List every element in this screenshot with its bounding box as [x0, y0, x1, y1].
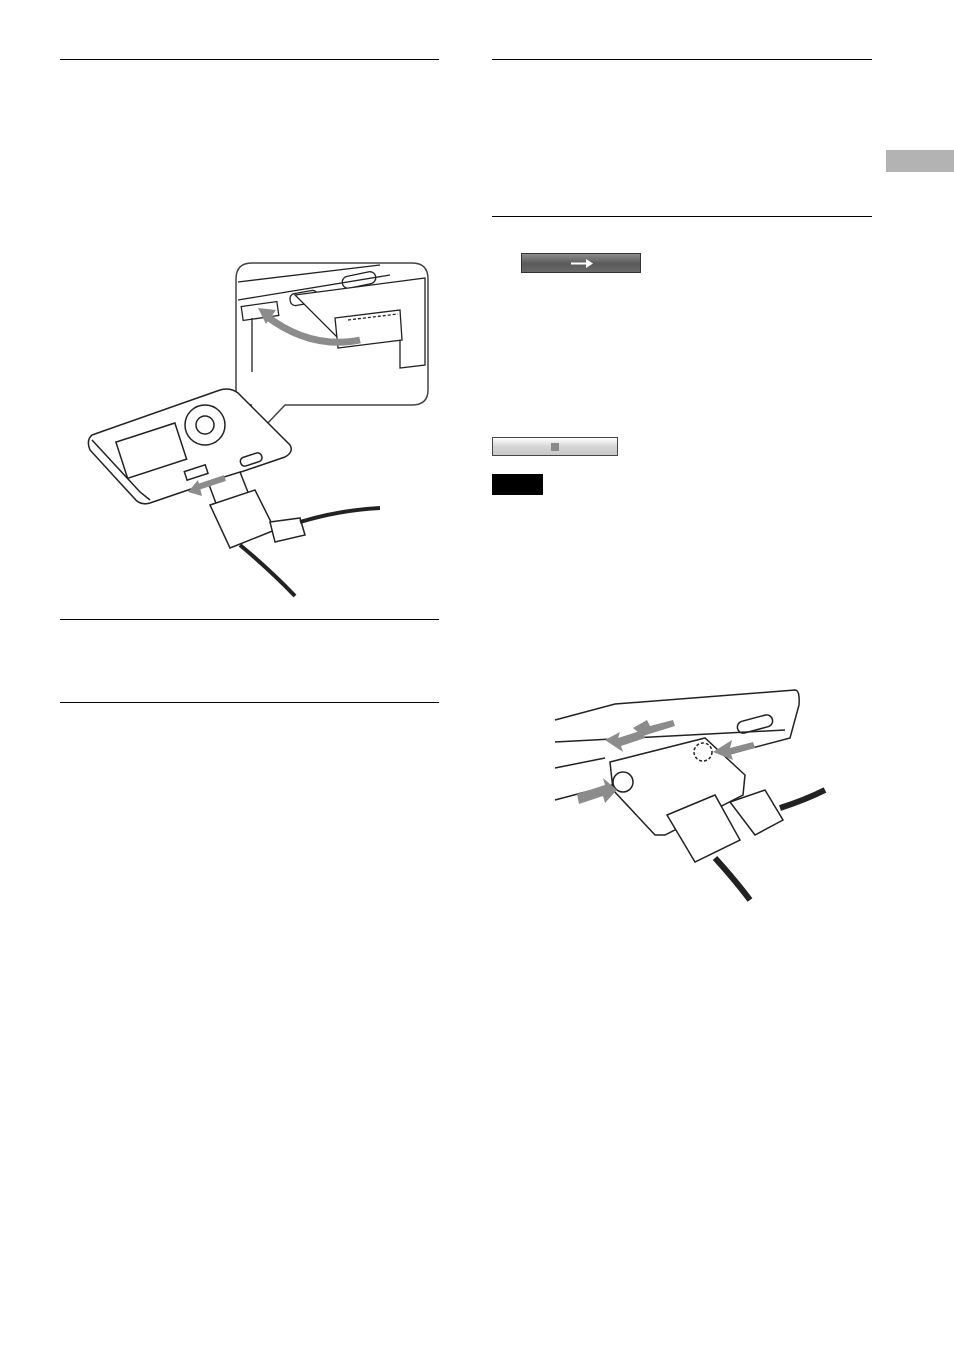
right-arrow-icon [570, 258, 594, 269]
display-bar [521, 253, 641, 273]
player-connection-illustration [80, 260, 460, 600]
connector-body [610, 738, 825, 900]
right-second-rule [492, 216, 872, 217]
progress-bar [492, 437, 618, 456]
disconnect-illustration [555, 690, 835, 900]
note-badge [492, 474, 543, 495]
right-top-rule [492, 59, 872, 60]
left-top-rule [60, 59, 439, 60]
left-middle-rule [60, 619, 439, 620]
progress-marker-icon [551, 443, 559, 451]
left-lower-rule [60, 702, 439, 703]
cable-connector [208, 472, 380, 596]
chapter-tab [886, 150, 954, 172]
